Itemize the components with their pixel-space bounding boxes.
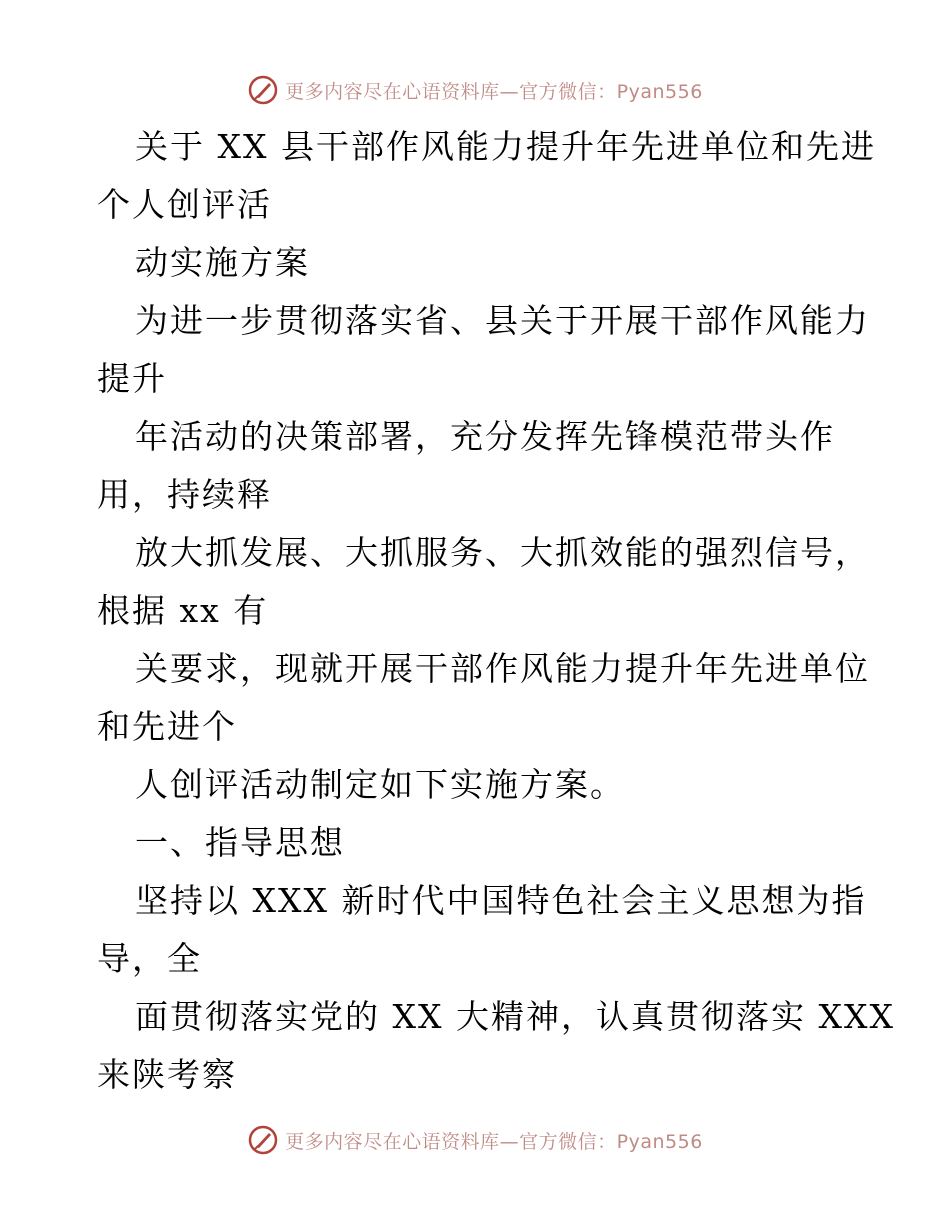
- doc-line: 关要求，现就开展干部作风能力提升年先进单位: [135, 649, 870, 688]
- footer-watermark: [0, 1120, 950, 1160]
- doc-line: 导，全: [97, 939, 202, 978]
- doc-line: 放大抓发展、大抓服务、大抓效能的强烈信号，: [135, 533, 870, 572]
- quill-seal-icon: [247, 1124, 279, 1156]
- quill-seal-icon: [247, 74, 279, 106]
- doc-line: 来陕考察: [97, 1055, 237, 1094]
- doc-line: 提升: [97, 359, 167, 398]
- section-heading: 一、指导思想: [135, 823, 345, 862]
- document-body: [97, 118, 895, 1104]
- doc-line: 坚持以 XXX 新时代中国特色社会主义思想为指: [135, 881, 867, 920]
- doc-line: 动实施方案: [135, 243, 310, 282]
- header-watermark: [0, 70, 950, 110]
- doc-line: 面贯彻落实党的 XX 大精神，认真贯彻落实 XXX: [135, 997, 895, 1036]
- watermark-text: 更多内容尽在心语资料库—官方微信：Pyan556: [285, 1130, 703, 1153]
- doc-line: 人创评活动制定如下实施方案。: [135, 765, 625, 804]
- doc-line: 个人创评活: [97, 185, 272, 224]
- doc-line: 和先进个: [97, 707, 237, 746]
- doc-line: 为进一步贯彻落实省、县关于开展干部作风能力: [135, 301, 870, 340]
- doc-line: 关于 XX 县干部作风能力提升年先进单位和先进: [135, 127, 876, 166]
- doc-line: 根据 xx 有: [97, 591, 269, 630]
- watermark-text: 更多内容尽在心语资料库—官方微信：Pyan556: [285, 80, 703, 103]
- doc-line: 用，持续释: [97, 475, 272, 514]
- doc-line: 年活动的决策部署，充分发挥先锋模范带头作: [135, 417, 835, 456]
